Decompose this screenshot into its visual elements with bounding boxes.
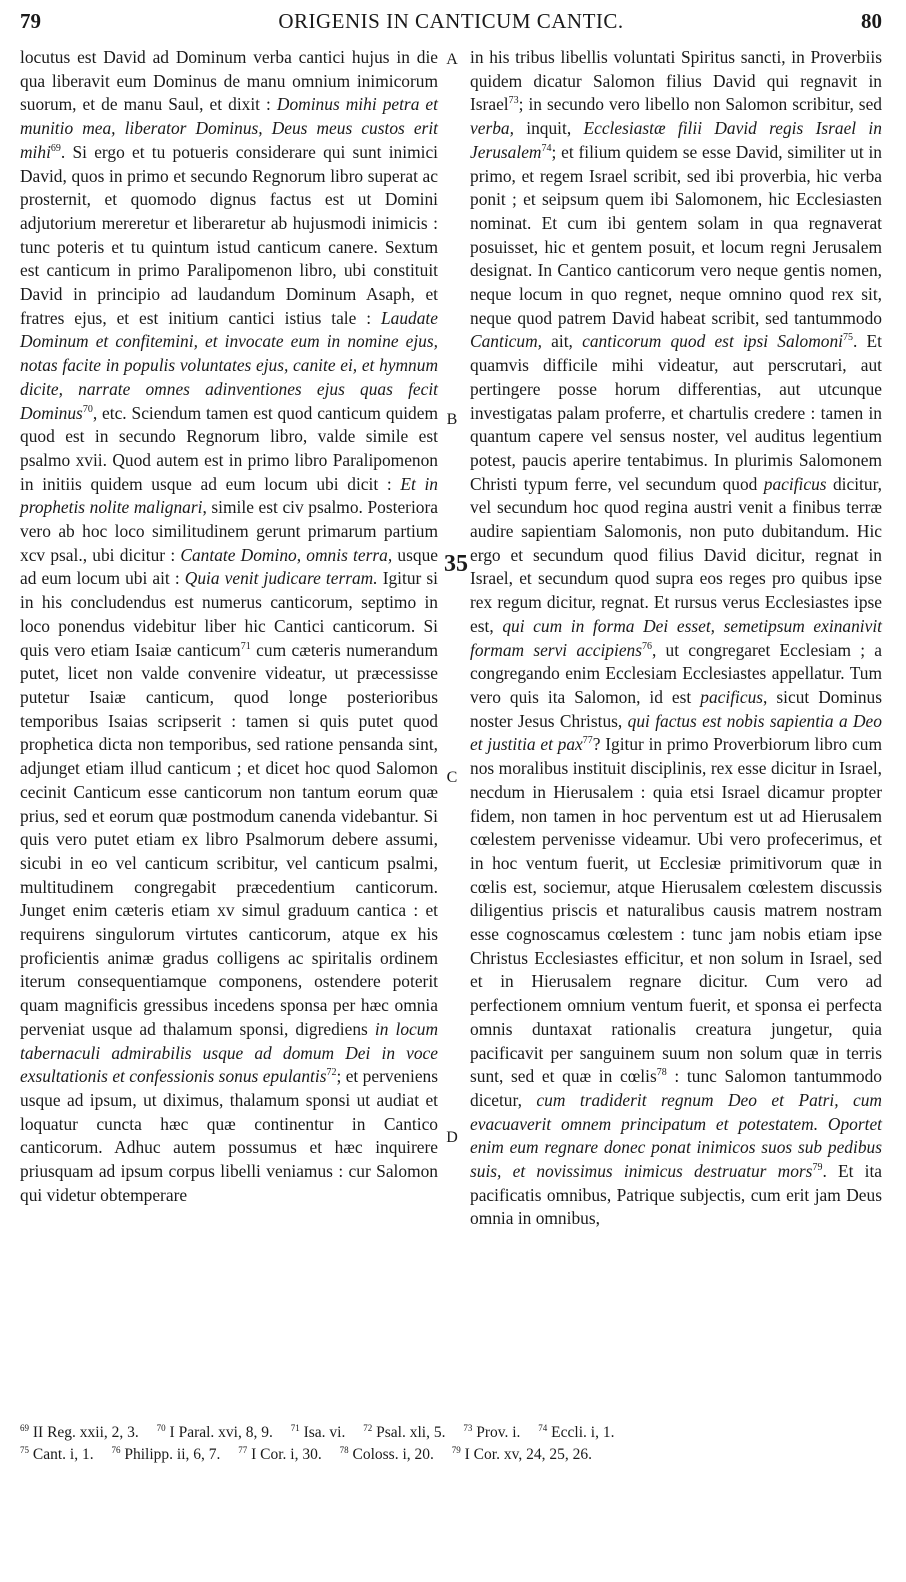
- footnote-ref-text: I Paral. xvi, 8, 9.: [169, 1424, 273, 1441]
- footnote: [463, 1424, 520, 1441]
- scripture-quote: verba,: [470, 118, 514, 139]
- scripture-quote: qui factus est nobis sapientia a Deo et justitia et pax: [470, 710, 882, 755]
- footnote-ref-text: Eccli. i, 1.: [551, 1424, 615, 1441]
- text-run: . Et ita pacificatis omnibus, Patrique subjectis, cum erit jam Deus omnia in omnibus,: [470, 1161, 883, 1229]
- left-column-text: [20, 46, 438, 1207]
- footnote: [20, 1446, 94, 1463]
- footnote-number: 69: [20, 1422, 29, 1433]
- right-column: [470, 46, 882, 1231]
- footnote: [363, 1424, 445, 1441]
- scripture-quote: Laudate Dominum et confitemini, et invocate eum in nomine ejus, notas facite in populis voluntates ejus, canite ei, et hymnum dicite, narrate omnes adinventiones ejus quas fecit Dominus: [20, 307, 438, 423]
- footnote-ref: 77: [582, 735, 593, 747]
- text-run: locutus est David ad Dominum verba cantici hujus in die qua liberavit eum Dominus de manu omnium inimicorum suorum, et de manu Saul, et dixit :: [20, 47, 438, 115]
- page-header: [20, 6, 882, 36]
- scripture-quote: Cantate Domino, omnis terra,: [180, 544, 393, 565]
- footnote-number: 78: [339, 1444, 349, 1455]
- scripture-quote: Canticum,: [470, 331, 542, 352]
- footnote-ref: 75: [842, 332, 853, 344]
- text-run: usque ad eum locum ubi ait :: [20, 544, 438, 589]
- margin-marker-c: C: [446, 769, 458, 786]
- scripture-quote: Et in prophetis nolite malignari: [20, 473, 438, 518]
- footnote-number: 74: [538, 1422, 548, 1433]
- text-run: , sicut Dominus noster Jesus Christus,: [470, 686, 882, 731]
- footnote: [238, 1446, 322, 1463]
- margin-marker-d: D: [446, 1129, 458, 1146]
- left-column: [20, 46, 438, 1207]
- margin-marker-a: A: [446, 51, 458, 68]
- footnote-ref-text: Coloss. i, 20.: [352, 1446, 434, 1463]
- footnote-ref-text: Philipp. ii, 6, 7.: [124, 1446, 221, 1463]
- footnote: [538, 1424, 614, 1441]
- footnotes-line-2: [20, 1444, 882, 1466]
- scripture-quote: in locum tabernaculi admirabilis usque ad domum Dei in voce exsultationis et confessionis sonus epulantis: [20, 1018, 439, 1087]
- scripture-quote: cum tradiderit regnum Deo et Patri, cum evacuaverit omnem principatum et potestatem. Oportet enim eum regnare donec ponat inimicos suos sub pedibus suis, et novissimus inimicus destruatur mors: [470, 1089, 882, 1182]
- scripture-quote: qui cum in forma Dei esset, semetipsum exinanivit formam servi accipiens: [470, 615, 882, 660]
- text-run: . Et quamvis difficile mihi videatur, aut perscrutari, aut pertingere posse horum differentias, aut utcunque investigatas palam proferre, et chartulis credere : tamen in quantum capere vel sensus noster, vel auditus legentium potest, paucis aperire tentabimus. In plurimis Salomonem Christi typum ferre, vel secundum quod: [470, 331, 882, 494]
- margin-marker-b: B: [446, 411, 458, 428]
- footnote-number: 75: [20, 1444, 29, 1455]
- footnote-ref: 74: [541, 143, 552, 155]
- footnote-ref-text: Psal. xli, 5.: [376, 1424, 446, 1441]
- text-run: , etc. Sciendum tamen est quod canticum quidem quod est in secundo Regnorum libro, valde simile est psalmo xvii. Quod autem est in primo libro Paralipomenon in initiis quidem usque ad eum locum ubi dicit :: [20, 402, 438, 494]
- footnote-number: 73: [463, 1422, 473, 1433]
- footnotes-line-1: [20, 1422, 882, 1444]
- page-number-left: 79: [20, 9, 41, 33]
- column-number-marker: 35: [444, 551, 468, 577]
- footnote-number: 70: [156, 1422, 166, 1433]
- footnote-ref-text: Cant. i, 1.: [32, 1446, 94, 1463]
- scripture-quote: Quia venit judicare terram.: [184, 568, 378, 589]
- text-run: ait,: [551, 331, 573, 352]
- page-number-right: 80: [861, 9, 882, 33]
- footnote-ref-text: I Cor. i, 30.: [251, 1446, 322, 1463]
- footnote-ref: 76: [642, 640, 652, 652]
- scripture-quote: Dominus mihi petra et munitio mea, liberator Dominus, Deus meus custos erit mihi: [20, 94, 438, 162]
- footnote-ref: 69: [50, 143, 61, 155]
- footnote: [452, 1446, 592, 1463]
- right-column-text: [470, 46, 882, 1231]
- text-run: cum cæteris numerandum putet, licet non valde convenire videatur, ut præcessisse putetur Isaiæ canticum, quod longe posterioribus temporibus Isaias scripserit : tamen si quis putet quod prophetica dicta non temporibus, sed ratione pensanda sint, adjunget etiam illud canticum ; et dicet hoc quod Salomon cecinit Canticum esse canticorum non tantum eorum quæ prius, sed et eorum quæ postmodum canenda videbantur. Si quis vero putet etiam ex libro Psalmorum debere assumi, sicubi in eo vel canticum scribitur, vel canticum psalmi, multitudinem congregabit præcedentium canticorum. Junget enim cæteris etiam xv simul graduum cantica : et requirens singulorum virtutes canticorum, atque ex his proficientis animæ gradus colligens ac spiritalis ordinem iterum consequentiamque componens, ostendere poterit quam magnificis gressibus incedens sponsa per hæc omnia perveniat usque ad thalamum sponsi, digrediens: [20, 639, 438, 1039]
- text-run: : tunc Salomon tantummodo dicetur,: [470, 1066, 882, 1110]
- scripture-quote: pacificus: [700, 686, 764, 707]
- text-run: ; in secundo vero libello non Salomon scribitur, sed: [518, 94, 882, 115]
- footnote-ref: 71: [240, 640, 251, 652]
- text-run: ? Igitur in primo Proverbiorum libro cum nos moralibus instituit disciplinis, rex esse dicitur in Israel, necdum in Hierusalem : quia etsi Israel dicamur propter fidem, non tamen in hoc perventum est ut ad Hierusalem cœlestem pervenisse videamur. Ubi vero profecerimus, et in hoc ventum fuerit, ut Ecclesiæ primitivorum quæ in cœlis est, sociemur, atque Hierusalem cœlestem discussis diligentius priscis et naturalibus causis matrem nostram esse cognoscamus cœlestem : tunc jam nobis etiam ipse Christus Ecclesiastes efficitur, et non solum in Israel, sed et in Hierusalem regnare dicitur. Cum vero ad perfectionem omnium ventum fuerit, et sponsa ei perfecta omnis duntaxat rationalis creatura jungetur, quia pacificavit per sanguinem suum non solum quæ in terris sunt, sed et quæ in cœlis: [470, 734, 882, 1087]
- scripture-quote: pacificus: [763, 473, 827, 494]
- text-run: ; et filium quidem se esse David, similiter ut in primo, et regem Israel scribit, sed ibi proverbia, hic verba ponit ; et seipsum quem ibi Salomonem, hic Ecclesiasten nominat. Et cum ibi gentem solam in qua regnaverat posuisset, hic et gentem posuit, et locum regni Jerusalem designat. In Cantico canticorum vero neque gentis nomen, neque locum in quo regnet, neque omnino quod rex sit, neque quod patrem David habeat scribit, sed tantummodo: [470, 141, 882, 328]
- footnote-ref-text: Prov. i.: [476, 1424, 521, 1441]
- footnotes: [20, 1422, 882, 1466]
- text-run: , ut congregaret Ecclesiam ; a congregando enim Ecclesiam Ecclesiastes appellatur. Tum vero quis ita Salomon, id est: [470, 639, 882, 707]
- footnote-ref: 78: [656, 1067, 667, 1079]
- footnote-ref: 70: [82, 403, 93, 415]
- footnote-ref-text: II Reg. xxii, 2, 3.: [32, 1424, 139, 1441]
- footnote: [291, 1424, 346, 1441]
- footnote-ref: 73: [508, 95, 519, 107]
- footnote-ref-text: Isa. vi.: [303, 1424, 346, 1441]
- text-run: , simile est civ psalmo. Posteriora vero ab hoc loco similitudinem gerunt primarum partium xcv psal., ubi dicitur :: [20, 497, 438, 565]
- footnote-number: 76: [111, 1444, 121, 1455]
- footnote-ref: 79: [812, 1162, 823, 1174]
- footnote-number: 71: [290, 1422, 300, 1433]
- text-run: in his tribus libellis voluntati Spiritus sancti, in Proverbiis quidem dicatur Salomon filius David qui regnavit in Israel: [470, 47, 882, 115]
- footnote-number: 77: [238, 1444, 248, 1455]
- footnote-number: 72: [363, 1422, 373, 1433]
- footnote: [20, 1424, 139, 1441]
- text-run: inquit,: [526, 118, 572, 139]
- text-run: . Si ergo et tu potueris considerare qui sunt inimici David, quos in primo et secundo Regnorum libro superat ac prosternit, et quomodo dignus factus est ut Domini adjutorium mereretur et liberaretur ab hujusmodi inimicis : tunc poteris et tu quintum istud canticum canere. Sextum est canticum in primo Paralipomenon libro, ubi constituit David in principio ad laudandum Dominum Asaph, et fratres ejus, et est initium cantici istius tale :: [20, 141, 438, 328]
- footnote: [340, 1446, 434, 1463]
- footnote: [157, 1424, 273, 1441]
- text-run: Igitur si in his concludendus est numerus canticorum, septimo in loco ponendus videbitur liber hic Cantici canticorum. Si quis vero etiam Isaiæ canticum: [20, 568, 439, 660]
- text-run: dicitur, vel secundum hoc quod regina austri venit a finibus terræ audire sapientiam Salomonis, non puto dubitandum. Hic ergo et secundum quod filius David dicitur, regnat in Israel, et secundum quod supra eos reges pro quibus ipse rex regum dicitur, regnat. Et rursus verus Ecclesiastes ipse est,: [470, 473, 883, 636]
- scripture-quote: Ecclesiastæ filii David regis Israel in Jerusalem: [470, 118, 882, 162]
- text-run: ; et perveniens usque ad ipsum, ut diximus, thalamum sponsi ut audiat et loquatur cuncta hæc quæ continentur in Cantico canticorum. Adhuc autem possumus et hæc inquirere priusquam ad ipsum corpus libelli veniamus : cur Salomon qui videtur obtemperare: [20, 1066, 438, 1205]
- footnote: [111, 1446, 220, 1463]
- running-title: ORIGENIS IN CANTICUM CANTIC.: [278, 9, 624, 33]
- scripture-quote: canticorum quod est ipsi Salomoni: [582, 331, 843, 352]
- footnote-ref: 72: [326, 1067, 337, 1079]
- footnote-ref-text: I Cor. xv, 24, 25, 26.: [464, 1446, 592, 1463]
- footnote-number: 79: [451, 1444, 461, 1455]
